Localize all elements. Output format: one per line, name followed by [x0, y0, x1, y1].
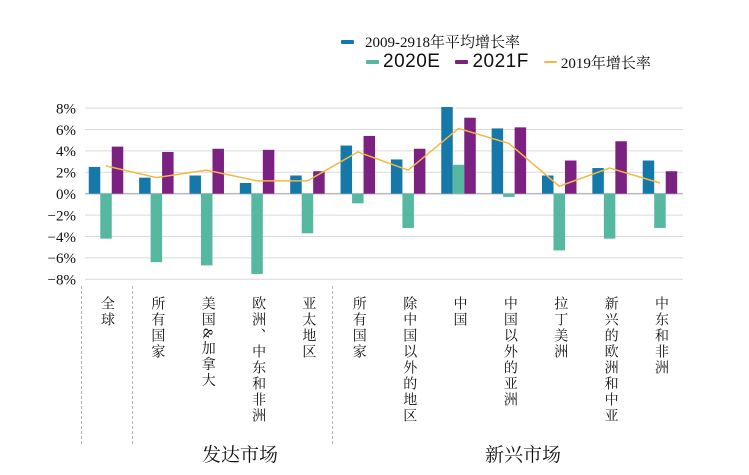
x-axis-label: 中东和非洲 [653, 296, 668, 376]
bar [201, 194, 213, 266]
x-axis-label: 所有国家 [350, 296, 366, 360]
y-axis-tick-label: 0% [56, 186, 76, 203]
bar [139, 178, 151, 194]
bar [643, 161, 655, 194]
bar [151, 194, 163, 262]
x-axis-label: 新兴的欧洲和中亚 [602, 296, 618, 424]
bar [302, 194, 314, 234]
y-axis-tick-label: 4% [56, 144, 76, 161]
bar [515, 127, 527, 193]
x-axis-label: 中国以外的亚洲 [501, 296, 517, 408]
bar [615, 141, 627, 193]
bar [542, 176, 554, 194]
bar [441, 107, 453, 194]
bar [251, 194, 263, 274]
legend-label-2021f: 2021F [472, 51, 529, 72]
bar [503, 194, 515, 197]
section-label-emerging-markets: 新兴市场 [484, 445, 561, 466]
x-axis-label: 除中国以外的地区 [401, 296, 417, 424]
x-axis-label: 中国 [451, 296, 467, 328]
y-axis-tick-label: −4% [47, 229, 76, 246]
legend-label-average: 2009-2918年平均增长率 [365, 35, 520, 51]
y-axis-tick-label: −2% [47, 208, 76, 225]
x-axis-label: 所有国家 [149, 296, 165, 360]
bar [364, 136, 376, 194]
group-separator [332, 286, 333, 444]
bar [162, 152, 174, 194]
x-axis-label: 亚太地区 [300, 296, 316, 360]
bar [402, 194, 414, 228]
bar [453, 165, 465, 194]
line-series [106, 128, 660, 186]
bar [290, 176, 302, 194]
y-axis-tick-label: −8% [47, 272, 76, 289]
bar [414, 149, 426, 194]
bar [464, 118, 476, 194]
legend-label-2020e: 2020E [383, 51, 441, 72]
section-label-developed-markets: 发达市场 [201, 445, 278, 466]
bar [341, 146, 353, 194]
y-axis-tick-label: 6% [56, 122, 76, 139]
group-separator [81, 286, 82, 444]
bar [666, 171, 678, 193]
group-separator [132, 286, 133, 444]
y-axis-tick-label: 8% [56, 101, 76, 118]
y-axis-tick-label: 2% [56, 165, 76, 182]
bar [263, 150, 275, 194]
bar [654, 194, 666, 228]
x-axis-label: 全球 [99, 296, 114, 328]
bar [100, 194, 112, 239]
x-axis-label: 欧洲、中东和非洲 [250, 296, 266, 424]
bar [553, 194, 565, 251]
x-axis-label: 拉丁美洲 [552, 296, 568, 360]
bar [89, 167, 101, 194]
bar [604, 194, 616, 239]
bar [352, 194, 364, 204]
x-axis-label: 美国&加拿大 [199, 296, 215, 389]
y-axis-tick-label: −6% [47, 251, 76, 268]
bar [189, 176, 201, 194]
legend-label-2019: 2019年增长率 [560, 55, 651, 72]
bar [240, 183, 252, 194]
bar [565, 161, 577, 194]
